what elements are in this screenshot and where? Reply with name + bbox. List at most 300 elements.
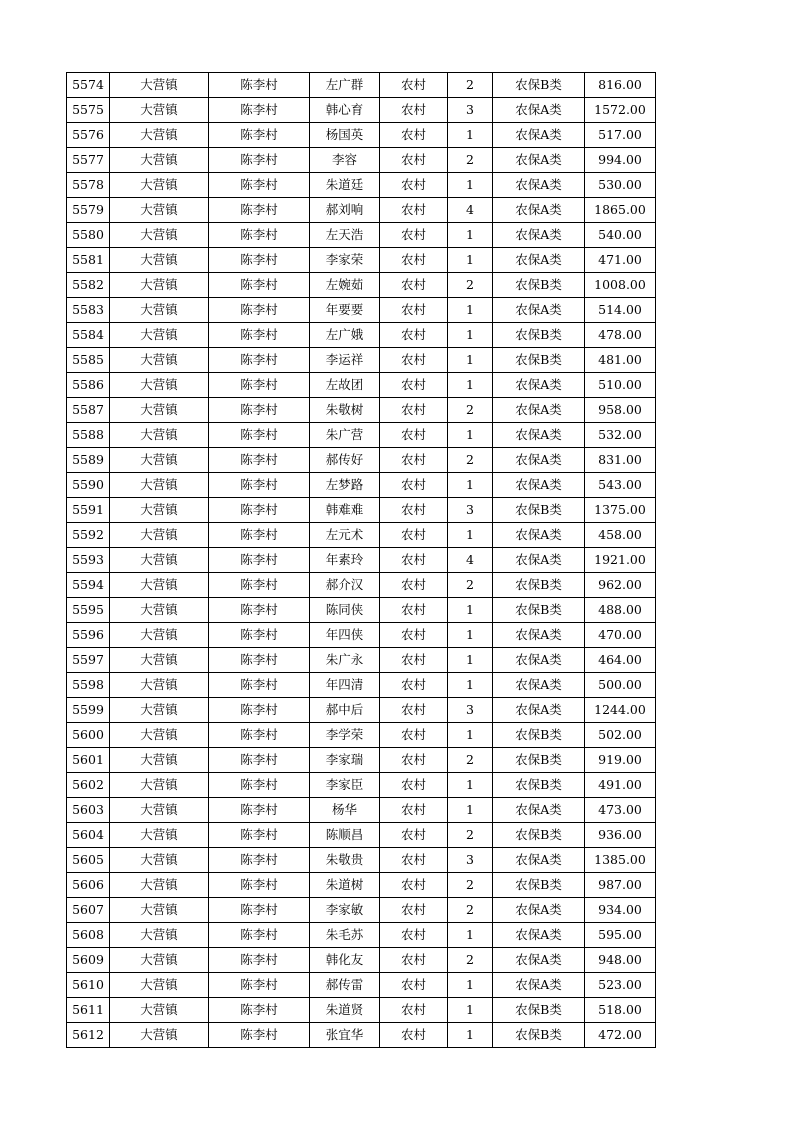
village-cell: 陈李村: [209, 273, 310, 298]
town-cell: 大营镇: [110, 1023, 209, 1048]
insurance-category-cell: 农保A类: [493, 248, 585, 273]
amount-cell: 919.00: [585, 748, 656, 773]
table-row: [67, 773, 656, 798]
insurance-category-cell: 农保B类: [493, 773, 585, 798]
record-number-cell: 5575: [67, 98, 110, 123]
record-number-cell: 5588: [67, 423, 110, 448]
household-type-cell: 农村: [380, 123, 448, 148]
village-cell: 陈李村: [209, 198, 310, 223]
household-size-cell: 1: [448, 973, 493, 998]
household-type-cell: 农村: [380, 1023, 448, 1048]
village-cell: 陈李村: [209, 748, 310, 773]
village-cell: 陈李村: [209, 998, 310, 1023]
table-row: [67, 423, 656, 448]
amount-cell: 470.00: [585, 623, 656, 648]
table-row: [67, 98, 656, 123]
amount-cell: 517.00: [585, 123, 656, 148]
town-cell: 大营镇: [110, 198, 209, 223]
amount-cell: 481.00: [585, 348, 656, 373]
person-name-cell: 郝中后: [310, 698, 380, 723]
insurance-category-cell: 农保A类: [493, 223, 585, 248]
village-cell: 陈李村: [209, 723, 310, 748]
insurance-category-cell: 农保A类: [493, 548, 585, 573]
village-cell: 陈李村: [209, 598, 310, 623]
town-cell: 大营镇: [110, 573, 209, 598]
village-cell: 陈李村: [209, 473, 310, 498]
insurance-category-cell: 农保B类: [493, 73, 585, 98]
household-size-cell: 4: [448, 548, 493, 573]
village-cell: 陈李村: [209, 448, 310, 473]
town-cell: 大营镇: [110, 998, 209, 1023]
record-number-cell: 5580: [67, 223, 110, 248]
town-cell: 大营镇: [110, 798, 209, 823]
household-type-cell: 农村: [380, 98, 448, 123]
amount-cell: 1572.00: [585, 98, 656, 123]
person-name-cell: 李家敏: [310, 898, 380, 923]
record-number-cell: 5583: [67, 298, 110, 323]
insurance-category-cell: 农保B类: [493, 273, 585, 298]
person-name-cell: 左广娥: [310, 323, 380, 348]
household-size-cell: 1: [448, 473, 493, 498]
record-number-cell: 5611: [67, 998, 110, 1023]
amount-cell: 948.00: [585, 948, 656, 973]
household-type-cell: 农村: [380, 748, 448, 773]
amount-cell: 502.00: [585, 723, 656, 748]
record-number-cell: 5607: [67, 898, 110, 923]
household-size-cell: 1: [448, 373, 493, 398]
insurance-category-cell: 农保A类: [493, 98, 585, 123]
household-size-cell: 4: [448, 198, 493, 223]
record-number-cell: 5587: [67, 398, 110, 423]
insurance-category-cell: 农保B类: [493, 573, 585, 598]
record-number-cell: 5597: [67, 648, 110, 673]
insurance-category-cell: 农保A类: [493, 198, 585, 223]
household-type-cell: 农村: [380, 498, 448, 523]
record-number-cell: 5605: [67, 848, 110, 873]
town-cell: 大营镇: [110, 648, 209, 673]
town-cell: 大营镇: [110, 923, 209, 948]
table-row: [67, 198, 656, 223]
amount-cell: 962.00: [585, 573, 656, 598]
town-cell: 大营镇: [110, 623, 209, 648]
record-number-cell: 5577: [67, 148, 110, 173]
village-cell: 陈李村: [209, 1023, 310, 1048]
household-size-cell: 2: [448, 898, 493, 923]
household-type-cell: 农村: [380, 923, 448, 948]
insurance-category-cell: 农保A类: [493, 898, 585, 923]
household-type-cell: 农村: [380, 798, 448, 823]
household-size-cell: 1: [448, 623, 493, 648]
household-type-cell: 农村: [380, 323, 448, 348]
person-name-cell: 杨华: [310, 798, 380, 823]
person-name-cell: 张宜华: [310, 1023, 380, 1048]
town-cell: 大营镇: [110, 698, 209, 723]
amount-cell: 934.00: [585, 898, 656, 923]
village-cell: 陈李村: [209, 248, 310, 273]
amount-cell: 473.00: [585, 798, 656, 823]
amount-cell: 1375.00: [585, 498, 656, 523]
village-cell: 陈李村: [209, 948, 310, 973]
household-type-cell: 农村: [380, 248, 448, 273]
roster-table: [66, 72, 656, 1048]
household-type-cell: 农村: [380, 548, 448, 573]
table-row: [67, 248, 656, 273]
amount-cell: 1865.00: [585, 198, 656, 223]
record-number-cell: 5579: [67, 198, 110, 223]
record-number-cell: 5586: [67, 373, 110, 398]
person-name-cell: 朱道廷: [310, 173, 380, 198]
record-number-cell: 5604: [67, 823, 110, 848]
household-type-cell: 农村: [380, 398, 448, 423]
table-row: [67, 273, 656, 298]
record-number-cell: 5598: [67, 673, 110, 698]
insurance-category-cell: 农保A类: [493, 973, 585, 998]
table-row: [67, 348, 656, 373]
person-name-cell: 左梦路: [310, 473, 380, 498]
town-cell: 大营镇: [110, 223, 209, 248]
amount-cell: 543.00: [585, 473, 656, 498]
village-cell: 陈李村: [209, 523, 310, 548]
village-cell: 陈李村: [209, 323, 310, 348]
amount-cell: 1244.00: [585, 698, 656, 723]
amount-cell: 1008.00: [585, 273, 656, 298]
town-cell: 大营镇: [110, 673, 209, 698]
amount-cell: 1921.00: [585, 548, 656, 573]
person-name-cell: 朱道树: [310, 873, 380, 898]
table-row: [67, 523, 656, 548]
record-number-cell: 5574: [67, 73, 110, 98]
town-cell: 大营镇: [110, 73, 209, 98]
amount-cell: 478.00: [585, 323, 656, 348]
record-number-cell: 5599: [67, 698, 110, 723]
household-type-cell: 农村: [380, 973, 448, 998]
person-name-cell: 韩化友: [310, 948, 380, 973]
household-size-cell: 3: [448, 698, 493, 723]
household-type-cell: 农村: [380, 448, 448, 473]
insurance-category-cell: 农保A类: [493, 523, 585, 548]
table-row: [67, 1023, 656, 1048]
table-row: [67, 748, 656, 773]
village-cell: 陈李村: [209, 123, 310, 148]
insurance-category-cell: 农保A类: [493, 123, 585, 148]
town-cell: 大营镇: [110, 523, 209, 548]
household-size-cell: 2: [448, 823, 493, 848]
insurance-category-cell: 农保A类: [493, 848, 585, 873]
table-row: [67, 798, 656, 823]
town-cell: 大营镇: [110, 173, 209, 198]
household-size-cell: 1: [448, 723, 493, 748]
table-row: [67, 148, 656, 173]
table-row: [67, 973, 656, 998]
insurance-category-cell: 农保B类: [493, 1023, 585, 1048]
town-cell: 大营镇: [110, 273, 209, 298]
village-cell: 陈李村: [209, 573, 310, 598]
person-name-cell: 陈顺昌: [310, 823, 380, 848]
town-cell: 大营镇: [110, 473, 209, 498]
table-row: [67, 698, 656, 723]
record-number-cell: 5596: [67, 623, 110, 648]
village-cell: 陈李村: [209, 173, 310, 198]
household-size-cell: 2: [448, 573, 493, 598]
insurance-category-cell: 农保B类: [493, 723, 585, 748]
record-number-cell: 5576: [67, 123, 110, 148]
village-cell: 陈李村: [209, 673, 310, 698]
amount-cell: 523.00: [585, 973, 656, 998]
household-type-cell: 农村: [380, 373, 448, 398]
person-name-cell: 陈同侠: [310, 598, 380, 623]
record-number-cell: 5600: [67, 723, 110, 748]
insurance-category-cell: 农保A类: [493, 373, 585, 398]
household-size-cell: 1: [448, 798, 493, 823]
amount-cell: 831.00: [585, 448, 656, 473]
table-row: [67, 573, 656, 598]
person-name-cell: 李家荣: [310, 248, 380, 273]
table-row: [67, 998, 656, 1023]
town-cell: 大营镇: [110, 723, 209, 748]
record-number-cell: 5590: [67, 473, 110, 498]
insurance-category-cell: 农保A类: [493, 623, 585, 648]
household-type-cell: 农村: [380, 173, 448, 198]
record-number-cell: 5610: [67, 973, 110, 998]
household-type-cell: 农村: [380, 148, 448, 173]
town-cell: 大营镇: [110, 98, 209, 123]
village-cell: 陈李村: [209, 773, 310, 798]
household-size-cell: 3: [448, 498, 493, 523]
household-type-cell: 农村: [380, 873, 448, 898]
record-number-cell: 5589: [67, 448, 110, 473]
table-row: [67, 323, 656, 348]
household-size-cell: 1: [448, 248, 493, 273]
household-size-cell: 2: [448, 398, 493, 423]
person-name-cell: 韩心育: [310, 98, 380, 123]
insurance-category-cell: 农保B类: [493, 748, 585, 773]
person-name-cell: 郝刘响: [310, 198, 380, 223]
person-name-cell: 朱广永: [310, 648, 380, 673]
person-name-cell: 朱毛苏: [310, 923, 380, 948]
table-row: [67, 673, 656, 698]
household-size-cell: 1: [448, 223, 493, 248]
person-name-cell: 李家臣: [310, 773, 380, 798]
household-size-cell: 2: [448, 148, 493, 173]
person-name-cell: 李家瑞: [310, 748, 380, 773]
table-row: [67, 123, 656, 148]
record-number-cell: 5608: [67, 923, 110, 948]
town-cell: 大营镇: [110, 773, 209, 798]
town-cell: 大营镇: [110, 248, 209, 273]
insurance-category-cell: 农保A类: [493, 648, 585, 673]
record-number-cell: 5612: [67, 1023, 110, 1048]
person-name-cell: 左元术: [310, 523, 380, 548]
record-number-cell: 5593: [67, 548, 110, 573]
household-size-cell: 3: [448, 848, 493, 873]
amount-cell: 532.00: [585, 423, 656, 448]
record-number-cell: 5578: [67, 173, 110, 198]
table-row: [67, 448, 656, 473]
village-cell: 陈李村: [209, 423, 310, 448]
insurance-category-cell: 农保A类: [493, 173, 585, 198]
household-type-cell: 农村: [380, 623, 448, 648]
table-row: [67, 823, 656, 848]
amount-cell: 816.00: [585, 73, 656, 98]
insurance-category-cell: 农保A类: [493, 148, 585, 173]
household-type-cell: 农村: [380, 848, 448, 873]
record-number-cell: 5584: [67, 323, 110, 348]
household-size-cell: 2: [448, 448, 493, 473]
record-number-cell: 5592: [67, 523, 110, 548]
town-cell: 大营镇: [110, 148, 209, 173]
household-type-cell: 农村: [380, 998, 448, 1023]
household-type-cell: 农村: [380, 273, 448, 298]
table-row: [67, 173, 656, 198]
table-row: [67, 373, 656, 398]
household-type-cell: 农村: [380, 698, 448, 723]
insurance-category-cell: 农保A类: [493, 398, 585, 423]
household-type-cell: 农村: [380, 523, 448, 548]
village-cell: 陈李村: [209, 398, 310, 423]
village-cell: 陈李村: [209, 148, 310, 173]
village-cell: 陈李村: [209, 798, 310, 823]
table-row: [67, 723, 656, 748]
amount-cell: 472.00: [585, 1023, 656, 1048]
amount-cell: 1385.00: [585, 848, 656, 873]
table-row: [67, 648, 656, 673]
table-row: [67, 298, 656, 323]
table-row: [67, 623, 656, 648]
insurance-category-cell: 农保B类: [493, 998, 585, 1023]
person-name-cell: 李学荣: [310, 723, 380, 748]
household-type-cell: 农村: [380, 648, 448, 673]
record-number-cell: 5603: [67, 798, 110, 823]
amount-cell: 958.00: [585, 398, 656, 423]
insurance-category-cell: 农保B类: [493, 498, 585, 523]
household-size-cell: 1: [448, 923, 493, 948]
household-size-cell: 1: [448, 298, 493, 323]
town-cell: 大营镇: [110, 948, 209, 973]
amount-cell: 464.00: [585, 648, 656, 673]
household-size-cell: 1: [448, 773, 493, 798]
record-number-cell: 5609: [67, 948, 110, 973]
person-name-cell: 左广群: [310, 73, 380, 98]
table-row: [67, 73, 656, 98]
amount-cell: 987.00: [585, 873, 656, 898]
amount-cell: 530.00: [585, 173, 656, 198]
record-number-cell: 5594: [67, 573, 110, 598]
household-size-cell: 1: [448, 123, 493, 148]
table-row: [67, 873, 656, 898]
table-row: [67, 498, 656, 523]
village-cell: 陈李村: [209, 923, 310, 948]
insurance-category-cell: 农保A类: [493, 698, 585, 723]
household-size-cell: 1: [448, 323, 493, 348]
town-cell: 大营镇: [110, 973, 209, 998]
table-row: [67, 948, 656, 973]
insurance-category-cell: 农保A类: [493, 298, 585, 323]
person-name-cell: 左故团: [310, 373, 380, 398]
town-cell: 大营镇: [110, 823, 209, 848]
record-number-cell: 5595: [67, 598, 110, 623]
household-type-cell: 农村: [380, 723, 448, 748]
record-number-cell: 5582: [67, 273, 110, 298]
town-cell: 大营镇: [110, 548, 209, 573]
insurance-category-cell: 农保A类: [493, 923, 585, 948]
table-row: [67, 848, 656, 873]
town-cell: 大营镇: [110, 323, 209, 348]
village-cell: 陈李村: [209, 823, 310, 848]
insurance-category-cell: 农保A类: [493, 673, 585, 698]
person-name-cell: 年四清: [310, 673, 380, 698]
village-cell: 陈李村: [209, 698, 310, 723]
amount-cell: 488.00: [585, 598, 656, 623]
household-size-cell: 2: [448, 273, 493, 298]
town-cell: 大营镇: [110, 498, 209, 523]
household-size-cell: 1: [448, 598, 493, 623]
person-name-cell: 年四侠: [310, 623, 380, 648]
amount-cell: 540.00: [585, 223, 656, 248]
village-cell: 陈李村: [209, 298, 310, 323]
town-cell: 大营镇: [110, 398, 209, 423]
person-name-cell: 郝传好: [310, 448, 380, 473]
household-size-cell: 1: [448, 998, 493, 1023]
amount-cell: 514.00: [585, 298, 656, 323]
person-name-cell: 左婉茹: [310, 273, 380, 298]
roster-body: [67, 73, 656, 1048]
record-number-cell: 5606: [67, 873, 110, 898]
insurance-category-cell: 农保A类: [493, 448, 585, 473]
household-size-cell: 2: [448, 73, 493, 98]
person-name-cell: 年要要: [310, 298, 380, 323]
person-name-cell: 韩难难: [310, 498, 380, 523]
person-name-cell: 杨国英: [310, 123, 380, 148]
amount-cell: 471.00: [585, 248, 656, 273]
town-cell: 大营镇: [110, 748, 209, 773]
household-type-cell: 农村: [380, 473, 448, 498]
village-cell: 陈李村: [209, 498, 310, 523]
village-cell: 陈李村: [209, 98, 310, 123]
household-size-cell: 1: [448, 523, 493, 548]
record-number-cell: 5581: [67, 248, 110, 273]
person-name-cell: 年素玲: [310, 548, 380, 573]
village-cell: 陈李村: [209, 973, 310, 998]
household-type-cell: 农村: [380, 948, 448, 973]
record-number-cell: 5602: [67, 773, 110, 798]
amount-cell: 595.00: [585, 923, 656, 948]
insurance-category-cell: 农保A类: [493, 798, 585, 823]
town-cell: 大营镇: [110, 123, 209, 148]
town-cell: 大营镇: [110, 873, 209, 898]
amount-cell: 458.00: [585, 523, 656, 548]
insurance-category-cell: 农保A类: [493, 473, 585, 498]
household-type-cell: 农村: [380, 773, 448, 798]
table-row: [67, 223, 656, 248]
village-cell: 陈李村: [209, 848, 310, 873]
person-name-cell: 郝介汉: [310, 573, 380, 598]
amount-cell: 500.00: [585, 673, 656, 698]
table-row: [67, 898, 656, 923]
village-cell: 陈李村: [209, 873, 310, 898]
amount-cell: 994.00: [585, 148, 656, 173]
household-type-cell: 农村: [380, 598, 448, 623]
person-name-cell: 朱敬贵: [310, 848, 380, 873]
insurance-category-cell: 农保B类: [493, 823, 585, 848]
household-type-cell: 农村: [380, 423, 448, 448]
town-cell: 大营镇: [110, 848, 209, 873]
amount-cell: 936.00: [585, 823, 656, 848]
town-cell: 大营镇: [110, 448, 209, 473]
village-cell: 陈李村: [209, 73, 310, 98]
town-cell: 大营镇: [110, 423, 209, 448]
table-row: [67, 473, 656, 498]
household-type-cell: 农村: [380, 898, 448, 923]
